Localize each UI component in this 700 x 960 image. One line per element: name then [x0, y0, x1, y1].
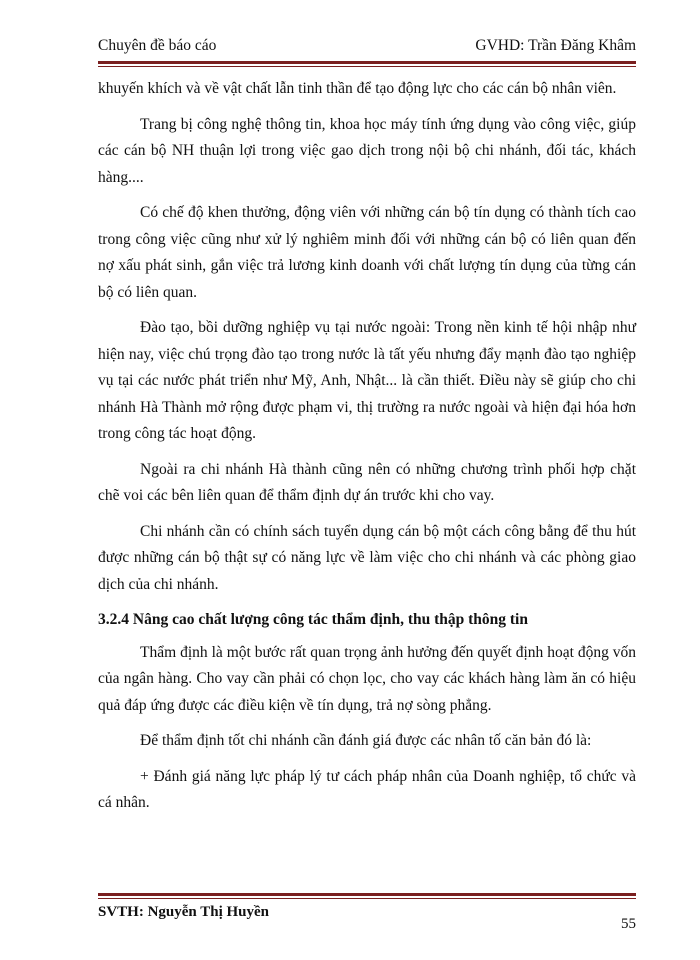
page-number: 55: [621, 916, 636, 932]
paragraph-1: khuyến khích và về vật chất lẫn tinh thần để tạo động lực cho các cán bộ nhân viên.: [98, 80, 617, 97]
paragraph-9: + Đánh giá năng lực pháp lý tư cách pháp nhân của Doanh nghiệp, tổ chức và cá nhân.: [98, 767, 636, 811]
section-heading: 3.2.4 Nâng cao chất lượng công tác thẩm định, thu thập thông tin: [98, 611, 528, 628]
paragraph-5: Ngoài ra chi nhánh Hà thành cũng nên có những chương trình phối hợp chặt chẽ voi các bên liên quan để thẩm định dự án trước khi cho vay.: [98, 460, 636, 504]
paragraph-3: Có chế độ khen thưởng, động viên với những cán bộ tín dụng có thành tích cao trong công việc cũng như xử lý nghiêm minh đối với những cán bộ có liên quan đến nợ xấu phát sinh, gắn việc trả lương kinh doanh với chất lượng tín dụng của từng cán bộ có liên quan.: [98, 204, 636, 301]
document-body: [98, 76, 636, 826]
header-divider: [98, 61, 636, 67]
header-report-title: Chuyên đề báo cáo: [98, 37, 217, 54]
paragraph-7: Thẩm định là một bước rất quan trọng ảnh hưởng đến quyết định hoạt động vốn của ngân hàng. Cho vay cần phải có chọn lọc, cho vay các khách hàng làm ăn có hiệu quả đáp ứng được các điều kiện về tín dụng, trả nợ sòng phẳng.: [98, 643, 636, 714]
header-supervisor: GVHD: Trần Đăng Khâm: [475, 37, 636, 54]
paragraph-6: Chi nhánh cần có chính sách tuyển dụng cán bộ một cách công bằng để thu hút được những cán bộ thật sự có năng lực về làm việc cho chi nhánh và các phòng giao dịch của chi nhánh.: [98, 522, 636, 593]
footer-divider: [98, 893, 636, 899]
footer-student: SVTH: Nguyễn Thị Huyền: [98, 904, 270, 920]
paragraph-8: Để thẩm định tốt chi nhánh cần đánh giá được các nhân tố căn bản đó là:: [140, 732, 592, 749]
paragraph-2: Trang bị công nghệ thông tin, khoa học máy tính ứng dụng vào công việc, giúp các cán bộ NH thuận lợi trong việc gao dịch trong nội bộ chi nhánh, đối tác, khách hàng....: [98, 115, 636, 186]
paragraph-4: Đào tạo, bồi dưỡng nghiệp vụ tại nước ngoài: Trong nền kinh tế hội nhập như hiện nay, việc chú trọng đào tạo trong nước là tất yếu nhưng đẩy mạnh đào tạo nghiệp vụ tại các nước phát triển như Mỹ, Anh, Nhật... là cần thiết. Điều này sẽ giúp cho chi nhánh Hà Thành mở rộng được phạm vi, thị trường ra nước ngoài và hiện đại hóa hơn trong công tác hoạt động.: [98, 319, 636, 442]
